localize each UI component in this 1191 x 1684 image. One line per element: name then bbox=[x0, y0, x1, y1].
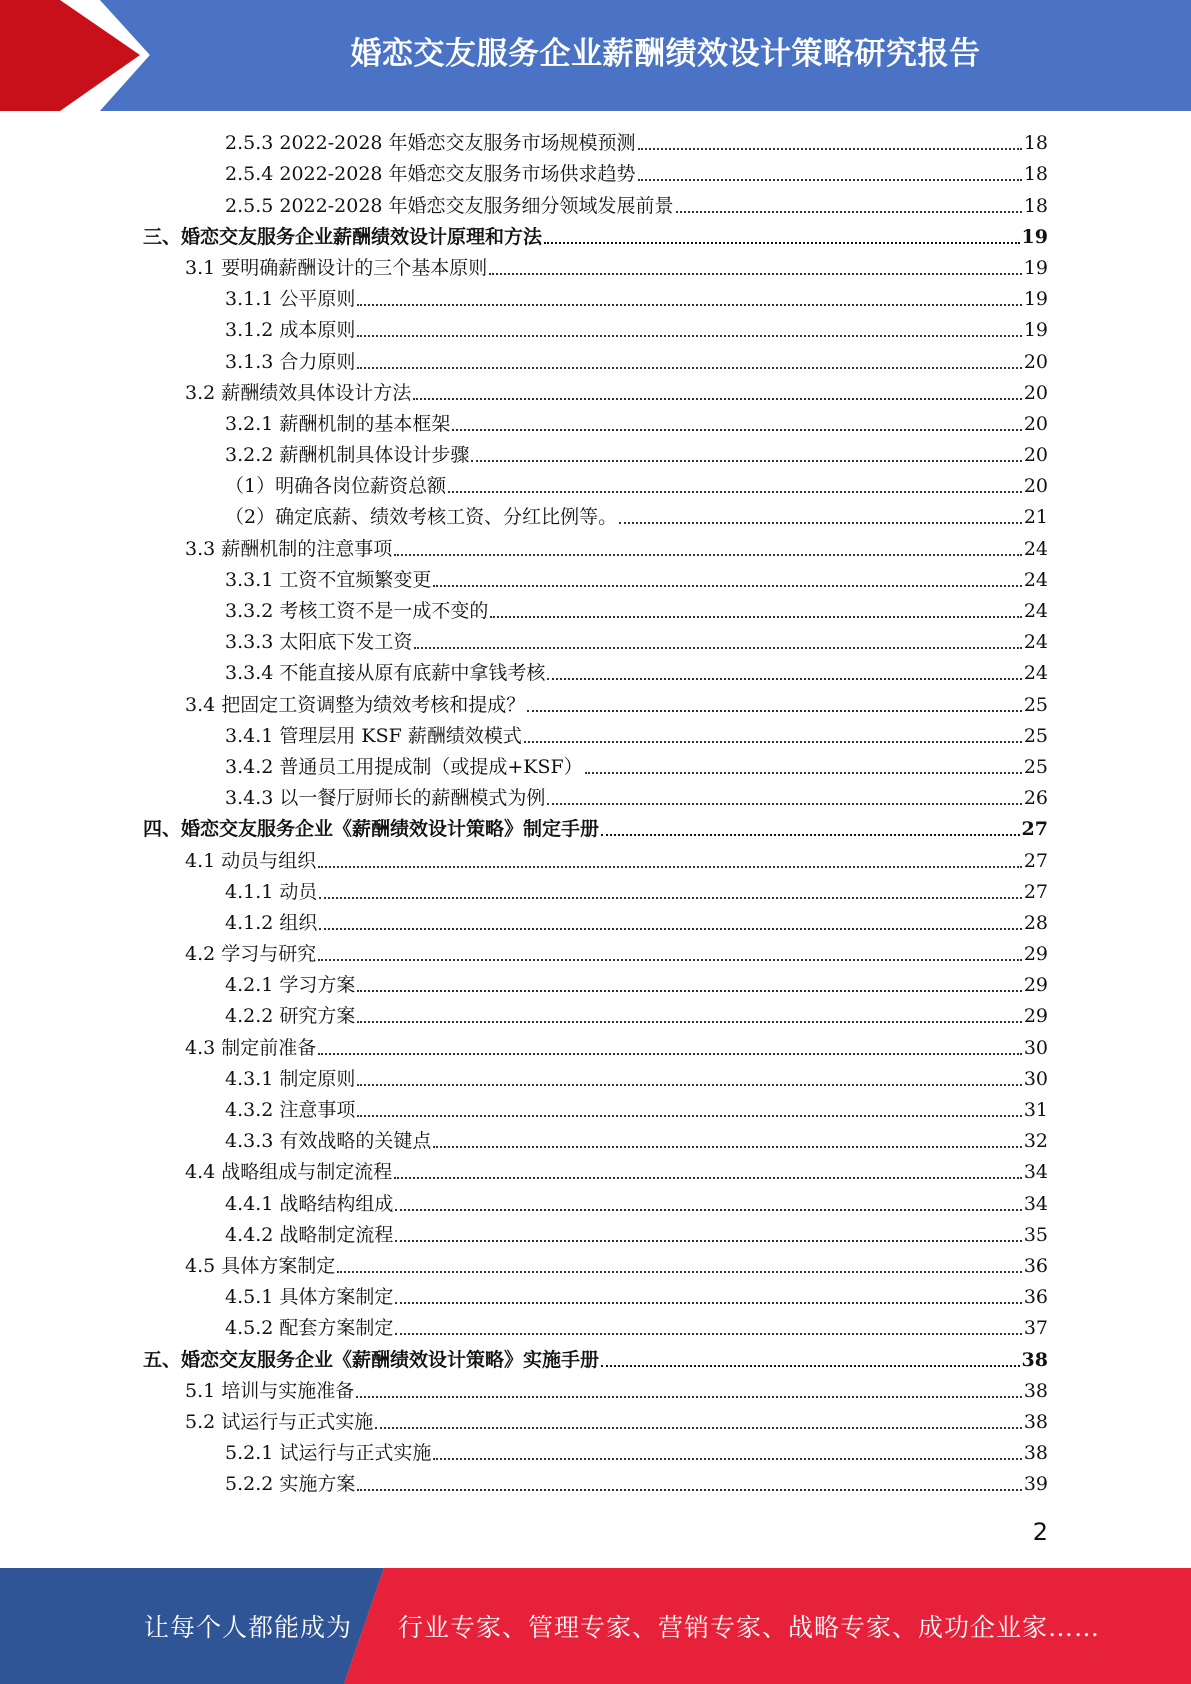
toc-entry[interactable] bbox=[0, 440, 1191, 471]
toc-entry[interactable] bbox=[0, 627, 1191, 658]
toc-entry-page: 24 bbox=[1023, 568, 1048, 591]
toc-dot-leader bbox=[357, 1114, 1021, 1117]
toc-entry-title: 5.1 培训与实施准备 bbox=[185, 1379, 355, 1402]
toc-entry-title: 4.3.2 注意事项 bbox=[225, 1099, 356, 1121]
toc-dot-leader bbox=[413, 397, 1022, 400]
toc-entry-title: 4.4.1 战略结构组成 bbox=[225, 1192, 394, 1215]
toc-entry-title: 4.2.1 学习方案 bbox=[225, 974, 356, 997]
toc-entry[interactable] bbox=[0, 939, 1191, 970]
toc-entry[interactable] bbox=[0, 1220, 1191, 1251]
toc-entry-page: 24 bbox=[1023, 631, 1048, 654]
toc-entry-title: 3.1.1 公平原则 bbox=[225, 288, 356, 311]
toc-entry-page: 38 bbox=[1023, 1410, 1048, 1433]
toc-entry-page: 28 bbox=[1023, 911, 1048, 934]
toc-entry-title: 2.5.5 2022-2028 年婚恋交友服务细分领域发展前景 bbox=[225, 194, 674, 217]
toc-entry[interactable] bbox=[0, 1126, 1191, 1157]
toc-entry[interactable] bbox=[0, 814, 1191, 845]
toc-entry[interactable] bbox=[0, 159, 1191, 190]
toc-entry-page: 29 bbox=[1023, 943, 1048, 966]
toc-entry[interactable] bbox=[0, 752, 1191, 783]
toc-entry-title: 5.2.1 试运行与正式实施 bbox=[225, 1442, 432, 1465]
toc-entry-title: 4.3 制定前准备 bbox=[185, 1036, 317, 1059]
toc-entry-page: 24 bbox=[1023, 600, 1048, 622]
toc-dot-leader bbox=[357, 366, 1021, 369]
toc-entry[interactable] bbox=[0, 845, 1191, 876]
toc-entry[interactable] bbox=[0, 1407, 1191, 1438]
toc-entry[interactable] bbox=[0, 783, 1191, 814]
toc-entry-title: 4.1.1 动员 bbox=[225, 880, 318, 903]
toc-entry-title: 3.4 把固定工资调整为绩效考核和提成？ bbox=[185, 693, 526, 716]
toc-entry[interactable] bbox=[0, 721, 1191, 752]
toc-entry[interactable] bbox=[0, 284, 1191, 315]
toc-dot-leader bbox=[433, 1145, 1021, 1148]
toc-entry-title: 4.3.3 有效战略的关键点 bbox=[225, 1130, 432, 1153]
toc-entry[interactable] bbox=[0, 1001, 1191, 1032]
toc-dot-leader bbox=[356, 1395, 1022, 1398]
toc-entry-page: 36 bbox=[1023, 1254, 1048, 1277]
toc-entry-title: 4.2.2 研究方案 bbox=[225, 1005, 356, 1028]
toc-dot-leader bbox=[433, 1457, 1021, 1460]
toc-entry-title: 3.1 要明确薪酬设计的三个基本原则 bbox=[185, 256, 488, 279]
toc-entry-page: 30 bbox=[1023, 1036, 1048, 1059]
toc-entry-title: 2.5.3 2022-2028 年婚恋交友服务市场规模预测 bbox=[225, 132, 636, 155]
toc-entry-title: 4.3.1 制定原则 bbox=[225, 1067, 356, 1090]
toc-entry-page: 19 bbox=[1023, 256, 1048, 279]
toc-entry[interactable] bbox=[0, 689, 1191, 720]
toc-entry-title: 5.2 试运行与正式实施 bbox=[185, 1410, 374, 1433]
toc-entry-title: 2.5.4 2022-2028 年婚恋交友服务市场供求趋势 bbox=[225, 163, 636, 186]
page-header bbox=[0, 0, 1191, 111]
toc-entry-page: 21 bbox=[1023, 506, 1048, 529]
toc-dot-leader bbox=[357, 1020, 1021, 1023]
toc-entry[interactable] bbox=[0, 1344, 1191, 1375]
toc-dot-leader bbox=[490, 615, 1021, 618]
toc-entry[interactable] bbox=[0, 128, 1191, 159]
toc-dot-leader bbox=[544, 241, 1020, 244]
toc-entry-page: 19 bbox=[1021, 225, 1048, 248]
toc-entry-page: 34 bbox=[1023, 1161, 1048, 1184]
toc-entry[interactable] bbox=[0, 1251, 1191, 1282]
toc-dot-leader bbox=[448, 490, 1022, 493]
toc-dot-leader bbox=[547, 802, 1021, 805]
toc-dot-leader bbox=[471, 459, 1021, 462]
toc-entry-page: 34 bbox=[1023, 1192, 1048, 1215]
toc-entry-title: 3.3 薪酬机制的注意事项 bbox=[185, 537, 393, 560]
toc-dot-leader bbox=[319, 896, 1021, 899]
page-footer bbox=[0, 1568, 1191, 1684]
toc-entry-page: 39 bbox=[1023, 1473, 1048, 1496]
table-of-contents bbox=[0, 128, 1191, 1500]
toc-entry-title: （1）明确各岗位薪资总额 bbox=[225, 475, 447, 498]
toc-entry-title: 3.2 薪酬绩效具体设计方法 bbox=[185, 381, 412, 404]
toc-entry-page: 29 bbox=[1023, 974, 1048, 997]
toc-entry[interactable] bbox=[0, 315, 1191, 346]
toc-entry[interactable] bbox=[0, 1064, 1191, 1095]
toc-entry[interactable] bbox=[0, 1095, 1191, 1126]
toc-entry[interactable] bbox=[0, 502, 1191, 533]
toc-dot-leader bbox=[638, 147, 1022, 150]
toc-entry-title: 3.1.3 合力原则 bbox=[225, 350, 356, 373]
toc-entry[interactable] bbox=[0, 970, 1191, 1001]
toc-entry[interactable] bbox=[0, 1282, 1191, 1313]
toc-dot-leader bbox=[433, 584, 1021, 587]
toc-entry-page: 20 bbox=[1023, 412, 1048, 435]
toc-entry-title: 3.2.1 薪酬机制的基本框架 bbox=[225, 412, 451, 435]
toc-entry-page: 24 bbox=[1023, 662, 1048, 685]
toc-entry[interactable] bbox=[0, 190, 1191, 221]
toc-entry[interactable] bbox=[0, 1376, 1191, 1407]
toc-dot-leader bbox=[601, 1364, 1020, 1367]
toc-entry-page: 19 bbox=[1023, 288, 1048, 311]
toc-entry-title: 3.4.3 以一餐厅厨师长的薪酬模式为例 bbox=[225, 787, 546, 810]
toc-entry-title: 4.4 战略组成与制定流程 bbox=[185, 1161, 393, 1184]
toc-entry[interactable] bbox=[0, 1157, 1191, 1188]
toc-entry-page: 19 bbox=[1023, 319, 1048, 342]
toc-dot-leader bbox=[619, 521, 1022, 524]
toc-entry-title: 3.4.2 普通员工用提成制（或提成+KSF） bbox=[225, 755, 583, 778]
toc-entry-title: 4.2 学习与研究 bbox=[185, 943, 317, 966]
toc-entry-page: 30 bbox=[1023, 1067, 1048, 1090]
toc-entry-page: 20 bbox=[1023, 444, 1048, 467]
toc-entry-title: 3.1.2 成本原则 bbox=[225, 319, 356, 342]
toc-entry-page: 27 bbox=[1023, 880, 1048, 903]
toc-entry[interactable] bbox=[0, 1438, 1191, 1469]
toc-entry-page: 18 bbox=[1023, 163, 1048, 186]
toc-entry[interactable] bbox=[0, 877, 1191, 908]
toc-dot-leader bbox=[357, 989, 1021, 992]
footer-slogan-right: 行业专家、管理专家、营销专家、战略专家、成功企业家…… bbox=[398, 1613, 1101, 1642]
toc-entry-page: 31 bbox=[1023, 1099, 1048, 1121]
toc-entry-page: 38 bbox=[1023, 1442, 1048, 1465]
toc-entry[interactable] bbox=[0, 1188, 1191, 1219]
toc-dot-leader bbox=[638, 178, 1022, 181]
toc-dot-leader bbox=[395, 1208, 1021, 1211]
toc-entry[interactable] bbox=[0, 565, 1191, 596]
toc-dot-leader bbox=[395, 1332, 1021, 1335]
toc-entry-title: 3.4.1 管理层用 KSF 薪酬绩效模式 bbox=[225, 724, 522, 747]
toc-entry-page: 18 bbox=[1023, 132, 1048, 155]
toc-entry-page: 38 bbox=[1023, 1379, 1048, 1402]
toc-entry[interactable] bbox=[0, 471, 1191, 502]
toc-entry[interactable] bbox=[0, 378, 1191, 409]
toc-dot-leader bbox=[318, 865, 1022, 868]
toc-entry[interactable] bbox=[0, 1032, 1191, 1063]
toc-dot-leader bbox=[357, 334, 1021, 337]
toc-entry-page: 37 bbox=[1023, 1317, 1048, 1340]
toc-entry-page: 26 bbox=[1023, 787, 1048, 810]
toc-entry-title: 4.5.1 具体方案制定 bbox=[225, 1286, 394, 1309]
toc-dot-leader bbox=[337, 1270, 1022, 1273]
toc-dot-leader bbox=[489, 272, 1022, 275]
toc-entry-page: 38 bbox=[1021, 1348, 1048, 1371]
toc-dot-leader bbox=[676, 210, 1022, 213]
toc-entry-page: 29 bbox=[1023, 1005, 1048, 1028]
toc-dot-leader bbox=[394, 1176, 1022, 1179]
toc-entry[interactable] bbox=[0, 908, 1191, 939]
toc-dot-leader bbox=[585, 771, 1022, 774]
toc-entry-page: 35 bbox=[1023, 1223, 1048, 1246]
toc-entry[interactable] bbox=[0, 1469, 1191, 1500]
toc-entry-title: 4.5.2 配套方案制定 bbox=[225, 1317, 394, 1340]
toc-dot-leader bbox=[357, 1083, 1021, 1086]
toc-dot-leader bbox=[527, 709, 1022, 712]
toc-entry-title: 3.3.3 太阳底下发工资 bbox=[225, 631, 413, 654]
toc-dot-leader bbox=[414, 646, 1021, 649]
toc-entry[interactable] bbox=[0, 533, 1191, 564]
toc-entry-page: 36 bbox=[1023, 1286, 1048, 1309]
toc-entry-page: 25 bbox=[1023, 693, 1048, 716]
toc-entry[interactable] bbox=[0, 409, 1191, 440]
toc-entry-title: 3.3.2 考核工资不是一成不变的 bbox=[225, 600, 489, 622]
toc-entry-title: 4.1 动员与组织 bbox=[185, 849, 317, 872]
toc-entry-title: 4.4.2 战略制定流程 bbox=[225, 1223, 394, 1246]
toc-dot-leader bbox=[395, 1239, 1021, 1242]
toc-entry-title: 3.3.1 工资不宜频繁变更 bbox=[225, 568, 432, 591]
toc-entry-page: 18 bbox=[1023, 194, 1048, 217]
toc-entry-title: （2）确定底薪、绩效考核工资、分红比例等。 bbox=[225, 506, 618, 529]
toc-entry[interactable] bbox=[0, 222, 1191, 253]
toc-entry-page: 20 bbox=[1023, 475, 1048, 498]
toc-dot-leader bbox=[318, 958, 1022, 961]
toc-entry[interactable] bbox=[0, 1313, 1191, 1344]
footer-slogan-left: 让每个人都能成为 bbox=[144, 1613, 353, 1642]
toc-entry-page: 25 bbox=[1023, 755, 1048, 778]
toc-dot-leader bbox=[547, 677, 1021, 680]
toc-entry-page: 24 bbox=[1023, 537, 1048, 560]
toc-entry-title: 五、婚恋交友服务企业《薪酬绩效设计策略》实施手册 bbox=[143, 1348, 600, 1371]
toc-entry-title: 5.2.2 实施方案 bbox=[225, 1473, 356, 1496]
toc-dot-leader bbox=[601, 833, 1020, 836]
toc-dot-leader bbox=[452, 428, 1021, 431]
toc-entry-page: 27 bbox=[1021, 818, 1048, 841]
toc-entry-page: 20 bbox=[1023, 381, 1048, 404]
toc-dot-leader bbox=[375, 1426, 1022, 1429]
toc-entry-title: 3.3.4 不能直接从原有底薪中拿钱考核 bbox=[225, 662, 546, 685]
toc-dot-leader bbox=[395, 1301, 1021, 1304]
toc-entry-page: 27 bbox=[1023, 849, 1048, 872]
toc-entry-page: 25 bbox=[1023, 724, 1048, 747]
toc-entry[interactable] bbox=[0, 596, 1191, 627]
toc-entry[interactable] bbox=[0, 658, 1191, 689]
toc-dot-leader bbox=[357, 303, 1021, 306]
toc-entry-title: 4.1.2 组织 bbox=[225, 911, 318, 934]
toc-dot-leader bbox=[318, 1052, 1022, 1055]
toc-entry-title: 3.2.2 薪酬机制具体设计步骤 bbox=[225, 444, 470, 467]
toc-entry-page: 20 bbox=[1023, 350, 1048, 373]
toc-entry[interactable] bbox=[0, 346, 1191, 377]
toc-dot-leader bbox=[357, 1488, 1021, 1491]
toc-entry-title: 三、婚恋交友服务企业薪酬绩效设计原理和方法 bbox=[143, 225, 543, 248]
report-title: 婚恋交友服务企业薪酬绩效设计策略研究报告 bbox=[350, 35, 981, 72]
toc-entry-page: 32 bbox=[1023, 1130, 1048, 1153]
toc-entry-title: 四、婚恋交友服务企业《薪酬绩效设计策略》制定手册 bbox=[143, 818, 600, 841]
toc-dot-leader bbox=[524, 740, 1022, 743]
page-number: 2 bbox=[1032, 1518, 1048, 1546]
toc-dot-leader bbox=[394, 553, 1022, 556]
toc-dot-leader bbox=[319, 927, 1021, 930]
toc-entry[interactable] bbox=[0, 253, 1191, 284]
toc-entry-title: 4.5 具体方案制定 bbox=[185, 1254, 336, 1277]
